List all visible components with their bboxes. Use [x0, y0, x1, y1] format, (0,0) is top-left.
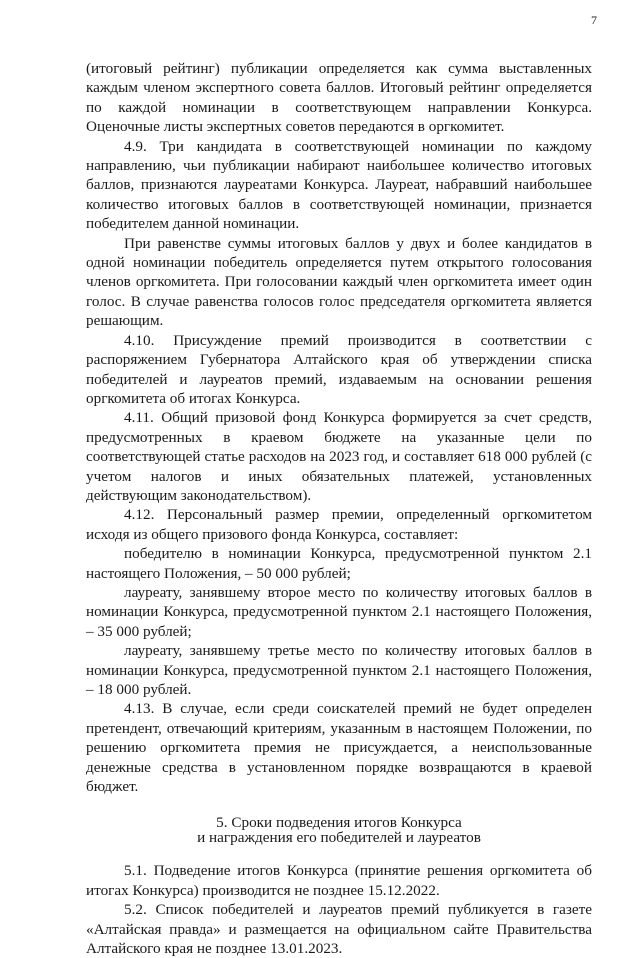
paragraph: 4.9. Три кандидата в соответствующей номинации по каждому направлению, чьи публикации набирают наибольшее количество итоговых баллов, признаются лауреатами Конкурса. Лауреат, набравший наибольшее количество итоговых баллов в соответствующей номинации, признается победителем данной номинации. [86, 137, 592, 233]
paragraph: лауреату, занявшему третье место по количеству итоговых баллов в номинации Конкурса, предусмотренной пунктом 2.1 настоящего Положения, – 18 000 рублей. [86, 642, 592, 698]
paragraph: (итоговый рейтинг) публикации определяется как сумма выставленных каждым членом экспертного совета баллов. Итоговый рейтинг определяется по каждой номинации в соответствующем направлении Конкурса. Оценочные листы экспертных советов передаются в оргкомитет. [86, 60, 592, 136]
page-number: 7 [591, 13, 597, 27]
document-body [86, 59, 592, 958]
paragraph: 5.1. Подведение итогов Конкурса (принятие решения оргкомитета об итогах Конкурса) производится не позднее 15.12.2022. [86, 862, 592, 899]
paragraph: лауреату, занявшему второе место по количеству итоговых баллов в номинации Конкурса, предусмотренной пунктом 2.1 настоящего Положения, – 35 000 рублей; [86, 583, 592, 640]
paragraph: победителю в номинации Конкурса, предусмотренной пунктом 2.1 настоящего Положения, – 50 000 рублей; [86, 545, 592, 582]
section-heading-line2: и награждения его победителей и лауреатов [197, 829, 481, 847]
document-section-5 [86, 861, 592, 958]
paragraph: 5.2. Список победителей и лауреатов премий публикуется в газете «Алтайская правда» и размещается на официальном сайте Правительства Алтайского края не позднее 13.01.2023. [86, 901, 592, 958]
paragraph: 4.13. В случае, если среди соискателей премий не будет определен претендент, отвечающий критериям, указанным в настоящем Положении, по решению оргкомитета премия не присуждается, а неиспользованные денежные средства в установленном порядке возвращаются в краевой бюджет. [86, 700, 592, 796]
document-section-4-continued [86, 59, 592, 796]
section-heading [86, 815, 592, 845]
paragraph: 4.10. Присуждение премий производится в соответствии с распоряжением Губернатора Алтайского края об утверждении списка победителей и лауреатов премий, издаваемым на основании решения оргкомитета об итогах Конкурса. [86, 331, 592, 407]
paragraph: 4.11. Общий призовой фонд Конкурса формируется за счет средств, предусмотренных в краевом бюджете на указанные цели по соответствующей статье расходов на 2023 год, и составляет 618 000 рублей (с учетом налогов и иных обязательных платежей, установленных действующим законодательством). [86, 409, 592, 504]
paragraph: При равенстве суммы итоговых баллов у двух и более кандидатов в одной номинации победитель определяется путем открытого голосования членов оргкомитета. При голосовании каждый член оргкомитета имеет один голос. В случае равенства голосов голос председателя оргкомитета является решающим. [86, 234, 592, 330]
paragraph: 4.12. Персональный размер премии, определенный оргкомитетом исходя из общего призового фонда Конкурса, составляет: [86, 506, 592, 543]
section-heading-line1: 5. Сроки подведения итогов Конкурса [216, 814, 462, 832]
